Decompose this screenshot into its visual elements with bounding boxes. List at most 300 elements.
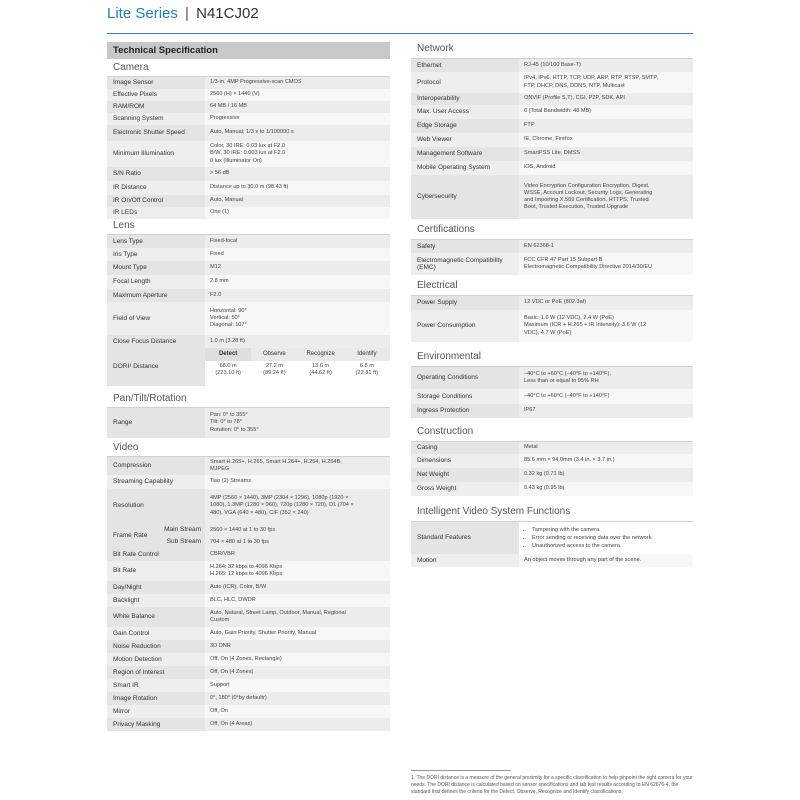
spec-row-max-user-access [411,105,693,119]
spec-row-minimum-illumination [107,141,390,167]
spec-label: Electromagnetic Compatibility (EMC) [411,253,519,275]
spec-row-casing [411,442,693,454]
spec-label: Electronic Shutter Speed [107,125,205,141]
certifications-rows [411,240,693,275]
spec-value [519,175,693,219]
spec-row-ir-distance [107,181,390,195]
ptr-rows [107,408,390,438]
spec-label: Field of View [107,302,205,335]
spec-value [519,389,693,404]
spec-row-resolution [107,489,390,523]
spec-label: Gain Control [107,627,205,640]
dori-value-line: (22.31 ft) [355,370,379,377]
spec-value-line: H.265: 12 kbps to 4096 Kbps [210,571,283,577]
spec-value [205,77,390,89]
spec-row-bit-rate [107,561,390,581]
spec-label: Lens Type [107,235,205,248]
spec-row-maximum-aperture [107,289,390,302]
spec-label: Privacy Masking [107,718,205,731]
spec-value-line: Basic: 1.6 W (12 VDC), 2.4 W (PoE) [524,315,614,322]
section-ivs: Intelligent Video System Functions [411,505,693,522]
spec-value [519,310,693,342]
spec-value [205,235,390,248]
spec-value [519,72,693,93]
spec-value-line: One (1) [210,209,229,216]
spec-value-line: RJ-45 (10/100 Base-T) [524,61,581,68]
spec-label: Resolution [107,489,205,523]
dori-header-identify: Identify [344,348,390,361]
spec-label: Max. User Access [411,105,519,119]
spec-row-backlight [107,594,390,607]
network-rows [411,59,693,219]
spec-label: Motion Detection [107,653,205,666]
spec-label: Day/Night [107,581,205,594]
spec-label: Region of Interest [107,666,205,679]
spec-label: Power Supply [411,296,519,310]
main-stream-value: 2560 × 1440 at 1 to 30 fps [210,527,276,533]
footnote-text: 1. The DORI distance is a measure of the general proximity for a specific classification to help pinpoint the right camera for your needs. The DORI distance is calculated based on sensor specifications and lab test results according to EN 62676-4, the standard that defines the criteria for the Detect, Observe, Recognize and Identify classifications. [411,775,693,795]
spec-row-mobile-operating-system [411,161,693,175]
motion-row [411,554,693,567]
section-electrical: Electrical [411,279,693,296]
spec-value-line: 12 VDC or PoE (802.3af) [524,299,587,306]
spec-label: Safety [411,240,519,253]
spec-row-field-of-view [107,302,390,335]
spec-row-image-rotation [107,692,390,705]
spec-row-protocol [411,72,693,93]
spec-row-edge-storage [411,119,693,133]
spec-value [205,561,390,581]
spec-title: Technical Specification [107,42,390,59]
spec-row-day-night [107,581,390,594]
spec-value-line: Custom [210,617,230,623]
spec-label: Effective Pixels [107,89,205,101]
frame-rate-values [205,523,390,549]
spec-value-line: MJPEG [210,466,230,472]
spec-label: Casing [411,442,519,454]
spec-value-line: Auto, Natural, Street Lamp, Outdoor, Manual, Regional [210,609,346,616]
spec-label: Ingress Protection [411,404,519,418]
spec-row-net-weight [411,468,693,482]
spec-value-line: Boot, Trusted Execution, Trusted Upgrade [524,204,629,211]
spec-row-motion-detection [107,653,390,666]
spec-value [205,181,390,195]
dori-header-recognize: Recognize [298,348,344,361]
spec-value [519,93,693,105]
spec-label: Ethernet [411,59,519,72]
spec-value-line: Distance up to 30.0 m (98.43 ft) [210,184,289,191]
spec-row-streaming-capability [107,475,390,489]
spec-row-cybersecurity [411,175,693,219]
spec-value [205,289,390,302]
section-network: Network [411,42,693,59]
spec-row-mirror [107,705,390,718]
spec-value-line: EN 62368-1 [524,242,554,249]
environmental-rows [411,367,693,418]
dori-value [205,348,390,386]
standard-features-label: Standard Features [411,522,519,554]
header-rule [107,33,693,34]
spec-row-ethernet [411,59,693,72]
spec-label: Scanning System [107,113,205,125]
spec-label: Operating Conditions [411,367,519,389]
spec-value [205,248,390,261]
spec-label: Bit Rate Control [107,549,205,561]
spec-value-line: –40°C to +60°C (–40°F to +140°F) [524,392,610,399]
spec-value-line: CBR/VBR [210,551,235,558]
spec-value-line: Maximum (ICR + H.265 + IR Intensity): 3.6 W (12 [524,322,647,329]
spec-label: Range [107,408,205,438]
spec-value-line: iOS, Android [524,164,556,171]
spec-value-line: Tilt: 0° to 78° [210,419,242,426]
spec-label: IR On/Off Control [107,195,205,207]
spec-value [519,133,693,147]
spec-label: Maximum Aperture [107,289,205,302]
spec-label: Minimum Illumination [107,141,205,167]
dori-value-line: (223.10 ft) [215,370,241,377]
spec-label: Net Weight [411,468,519,482]
spec-value [205,141,390,167]
dori-header-observe: Observe [251,348,297,361]
dori-table [205,348,390,377]
spec-label: IR Distance [107,181,205,195]
spec-label: Edge Storage [411,119,519,133]
sub-stream-value: 704 × 480 at 1 to 30 fps [210,539,269,545]
spec-label: RAM/ROM [107,101,205,113]
spec-value [205,335,390,348]
spec-value-line: IP67 [524,407,536,414]
spec-label: Compression [107,457,205,475]
spec-value [519,240,693,253]
spec-value-line: FTP, DHCP, DNS, DDNS, NTP, Multicast [524,82,625,89]
spec-label: Streaming Capability [107,475,205,489]
spec-value [205,640,390,653]
spec-value [205,167,390,181]
spec-value-line: 85.6 mm × 94.0mm (3.4 in. × 3.7 in.) [524,457,615,464]
spec-row-dimensions [411,454,693,468]
spec-value-line: Fixed [210,250,224,257]
spec-value-line: ONVIF (Profile S,T), CGI, P2P, SDK, API [524,95,625,102]
spec-value [205,607,390,627]
dori-value-line: (44.62 ft) [309,370,332,377]
spec-value [205,125,390,141]
spec-value-line: and Importing X.509 Certification, HTTPS, Trusted [524,197,649,203]
spec-row-privacy-masking [107,718,390,731]
section-environmental: Environmental [411,350,693,367]
spec-value-line: Off, On [210,707,228,714]
spec-value [205,653,390,666]
spec-value-line: FCC CFR 47 Part 15 Subpart B [524,256,603,263]
section-lens: Lens [107,219,390,235]
spec-value-line: Pan: 0° to 355° [210,412,248,419]
frame-rate-label: Frame Rate [113,532,148,540]
spec-row-power-consumption [411,310,693,342]
header-separator: | [185,5,189,22]
spec-row-effective-pixels [107,89,390,101]
spec-value [519,119,693,133]
spec-row-bit-rate-control [107,549,390,561]
spec-value [205,457,390,475]
spec-value [519,468,693,482]
spec-value [205,101,390,113]
spec-value-line: > 56 dB [210,170,230,177]
spec-value [205,113,390,125]
spec-value [519,105,693,119]
spec-value-line: Fixed-focal [210,237,238,244]
spec-label: Smart IR [107,679,205,692]
dori-value-cell [205,361,251,377]
spec-value-line: IPv4, IPv6, HTTP, TCP, UDP, ARP, RTP, RTSP, SMTP, [524,75,658,82]
spec-row-lens-type [107,235,390,248]
section-video: Video [107,441,390,457]
spec-value-line: 6 (Total Bandwidth: 48 MB) [524,108,592,115]
standard-features-list [524,526,688,550]
spec-value-line: F2.0 [210,291,222,298]
right-column [411,42,693,567]
spec-value [519,454,693,468]
standard-features-row [411,522,693,554]
video-rows-b [107,549,390,731]
spec-label: Focal Length [107,275,205,289]
spec-row-interoperability [411,93,693,105]
spec-label: Backlight [107,594,205,607]
spec-label: Iris Type [107,248,205,261]
spec-value-line: 1080), 1.3MP (1280 × 960), 720p (1280 × 720), D1 (704 × [210,502,354,509]
spec-value-line: M12 [210,264,221,271]
spec-value [205,475,390,489]
standard-feature-item: • Unauthorized access to the camera. [532,542,688,550]
frame-rate-row [107,523,390,549]
left-column [107,42,390,731]
spec-value-line: VDC), 4.7 W (PoE) [524,329,572,336]
spec-value [519,367,693,389]
standard-feature-item: • Error sending or receiving data over the network. [532,534,688,542]
spec-label: Dimensions [411,454,519,468]
dori-value-line: 27.2 m [265,363,283,370]
spec-value-line: Less than or equal to 95% RH [524,378,599,384]
spec-value-line: Auto, Gain Priority, Shutter Priority, Manual [210,629,317,636]
section-construction: Construction [411,425,693,442]
spec-value [519,147,693,161]
spec-value-line: –40°C to +60°C (–40°F to +140°F), [524,370,611,377]
spec-value [519,296,693,310]
section-certifications: Certifications [411,223,693,240]
spec-label: Interoperability [411,93,519,105]
footnote [411,770,693,796]
dori-value-line: 6.8 m [359,363,374,370]
spec-value-line: BLC, HLC, DWDR [210,596,256,603]
spec-value [205,261,390,275]
spec-value-line: SmartPSS Lite, DMSS [524,150,580,157]
spec-value [205,692,390,705]
spec-label: Web Viewer [411,133,519,147]
spec-label: Mount Type [107,261,205,275]
spec-row-iris-type [107,248,390,261]
spec-value-line: Vertical: 50° [210,314,240,321]
spec-label: Image Sensor [107,77,205,89]
spec-row-noise-reduction [107,640,390,653]
spec-value-line: Two (2) Streams [210,478,252,485]
dori-value-cell [298,361,344,377]
spec-label: Gross Weight [411,482,519,496]
spec-value [205,489,390,523]
spec-value-line: Rotation: 0° to 355° [210,426,259,433]
section-pan-tilt-rotation: Pan/Tilt/Rotation [107,392,390,408]
spec-row-ingress-protection [411,404,693,418]
spec-value-line: 0.43 kg (0.95 lb) [524,485,565,492]
spec-row-range [107,408,390,438]
video-rows-a [107,457,390,523]
spec-value-line: Electromagnetic Compatibility Directive 2014/30/EU [524,264,653,270]
spec-value [205,705,390,718]
series-name: Lite Series [107,5,178,22]
construction-rows [411,442,693,496]
dori-label: DORI¹ Distance [107,348,205,386]
spec-value-line: Horizontal: 90° [210,307,247,314]
spec-label: Close Focus Distance [107,335,205,348]
spec-value-line: 0°, 180° (0°by defaultr) [210,694,267,701]
dori-value-line: 13.6 m [312,363,330,370]
spec-value [519,59,693,72]
spec-row-focal-length [107,275,390,289]
sub-stream-label: Sub Stream [166,538,201,545]
spec-value [205,207,390,219]
spec-value-line: Color, 30 IRE: 0.03 lux at F2.0 [210,143,285,150]
spec-label: Cybersecurity [411,175,519,219]
spec-label: IR LEDs [107,207,205,219]
spec-value-line: 1.0 m (3.28 ft) [210,337,245,344]
spec-value-line: Progressive [210,115,240,122]
spec-value [205,718,390,731]
spec-row-power-supply [411,296,693,310]
spec-row-region-of-interest [107,666,390,679]
spec-row-gain-control [107,627,390,640]
spec-value-line: Off, On (4 Areas) [210,720,253,727]
spec-row-gross-weight [411,482,693,496]
spec-value-line: WSSE, Account Lockout, Security Logs, Generating [524,189,653,196]
spec-value-line: Auto, Manual [210,197,243,204]
spec-row-ir-leds [107,207,390,219]
spec-row-white-balance [107,607,390,627]
spec-value [519,404,693,418]
spec-value-line: 1/3-in. 4MP Progressive-scan CMOS [210,79,302,86]
spec-label: Mobile Operating System [411,161,519,175]
spec-value [205,275,390,289]
spec-row-management-software [411,147,693,161]
spec-row-scanning-system [107,113,390,125]
spec-value [205,594,390,607]
section-camera: Camera [107,61,390,77]
dori-header-detect: Detect [205,348,251,361]
spec-value-line: IE, Chrome, Firefox [524,136,573,143]
spec-row-image-sensor [107,77,390,89]
spec-value-line: Metal [524,444,538,451]
spec-value-line: 4MP (2560 × 1440), 3MP (2304 × 1296), 1080p (1920 × [210,495,349,502]
dori-row [107,348,390,386]
spec-label: Image Rotation [107,692,205,705]
spec-row-electromagnetic-compatibility-emc [411,253,693,275]
spec-value [519,161,693,175]
motion-value: An object moves through any part of the scene. [519,554,693,567]
spec-value [205,666,390,679]
spec-value [205,581,390,594]
spec-label: S/N Ratio [107,167,205,181]
spec-value-line: 2.8 mm [210,278,229,285]
dori-value-cell [344,361,390,377]
spec-label: Management Software [411,147,519,161]
spec-value-line: B/W, 30 IRE: 0.003 lux at F2.0 [210,150,286,157]
spec-row-close-focus-distance [107,335,390,348]
spec-row-electronic-shutter-speed [107,125,390,141]
page-header [107,4,259,24]
spec-label: White Balance [107,607,205,627]
spec-label: Bit Rate [107,561,205,581]
spec-value-line: 64 MB / 16 MB [210,103,247,110]
footnote-rule [411,770,511,771]
dori-value-cell [251,361,297,377]
spec-value [205,195,390,207]
spec-value [205,302,390,335]
spec-label: Power Consumption [411,310,519,342]
spec-value-line: Smart H.265+, H.265, Smart H.264+, H.264, H.264B, [210,458,342,465]
dori-value-line: 68.0 m [219,363,237,370]
spec-value [519,253,693,275]
spec-value [519,482,693,496]
spec-row-web-viewer [411,133,693,147]
spec-row-ir-on-off-control [107,195,390,207]
lens-rows [107,235,390,348]
spec-label: Storage Conditions [411,389,519,404]
standard-feature-item: • Tampering with the camera. [532,526,688,534]
spec-value [205,89,390,101]
spec-value [205,408,390,438]
frame-rate-stream-labels [164,524,201,548]
spec-value-line: Auto (ICR), Color, B/W [210,583,267,590]
spec-value-line: Off, On (4 Zones, Rectangle) [210,655,282,662]
spec-value-line: Off, On (4 Zones) [210,668,254,675]
spec-row-operating-conditions [411,367,693,389]
spec-value-line: 3D DNR [210,642,231,649]
frame-rate-label-cell [107,523,205,549]
spec-label: Noise Reduction [107,640,205,653]
spec-row-storage-conditions [411,389,693,404]
spec-value-line: FTP [524,122,535,129]
motion-label: Motion [411,554,519,567]
spec-row-ram-rom [107,101,390,113]
spec-label: Mirror [107,705,205,718]
spec-value [205,549,390,561]
spec-label: Protocol [411,72,519,93]
spec-value-line: Support [210,681,230,688]
spec-value-line: 2560 (H) × 1440 (V) [210,91,260,98]
spec-row-mount-type [107,261,390,275]
dori-value-line: (89.24 ft) [263,370,286,377]
electrical-rows [411,296,693,342]
spec-value-line: 0.32 kg (0.71 lb) [524,471,565,478]
spec-value-line: 0 lux (Illuminator On) [210,157,262,164]
spec-value-line: H.264: 32 kbps to 4096 Kbps [210,563,283,570]
spec-value-line: Video Encryption Configuration Encryption, Digest, [524,182,650,189]
spec-value [205,679,390,692]
main-stream-label: Main Stream [164,526,201,533]
spec-row-compression [107,457,390,475]
spec-row-safety [411,240,693,253]
standard-features-value [519,522,693,554]
spec-value-line: 480), VGA (640 × 480), CIF (352 × 240) [210,509,309,516]
spec-value [205,627,390,640]
spec-value [519,442,693,454]
model-number: N41CJ02 [196,5,259,22]
